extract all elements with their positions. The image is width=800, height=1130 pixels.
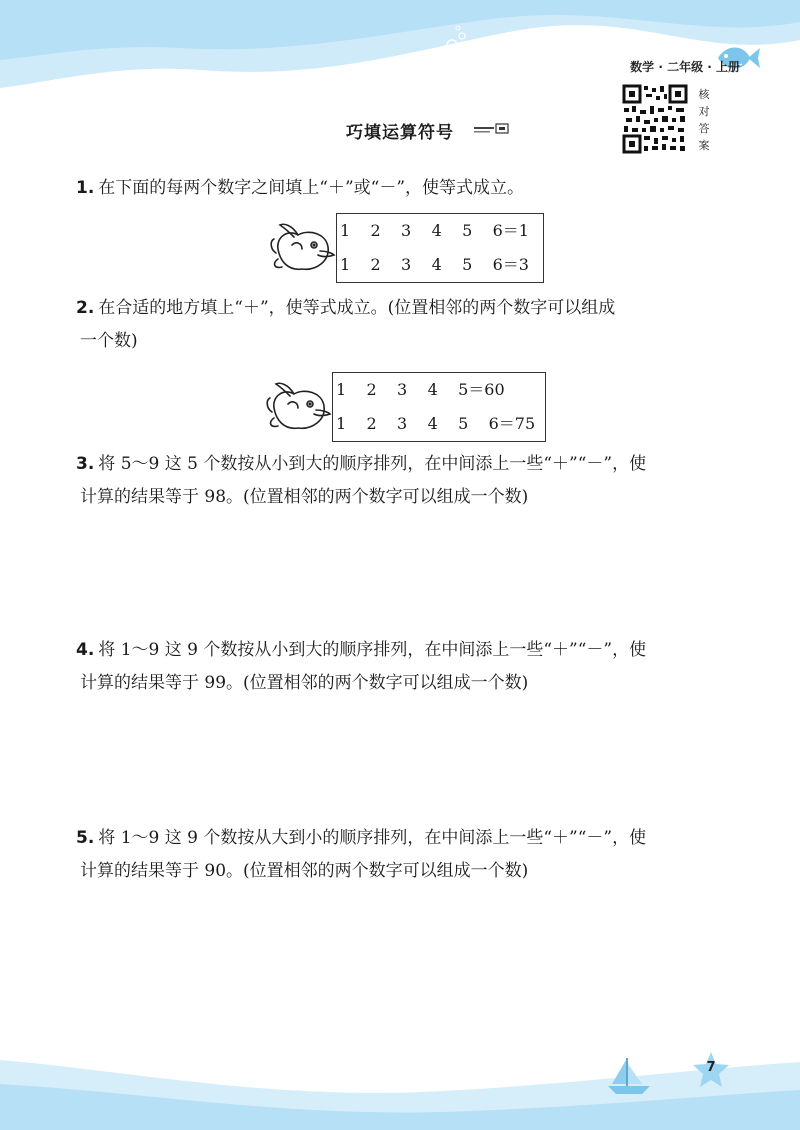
equation-row: 1 2 3 4 5 6＝75 [336, 414, 536, 433]
sailboat-icon [606, 1056, 652, 1096]
question-4 [76, 634, 736, 700]
equation-row: 1 2 3 4 5＝60 [336, 380, 505, 399]
question-number: 1. [76, 178, 95, 198]
question-text: 一个数) [80, 331, 138, 351]
question-text: 将 1～9 这 9 个数按从小到大的顺序排列，在中间添上一些“＋”“－”，使 [98, 640, 647, 660]
question-5 [76, 822, 736, 888]
question-number: 3. [76, 454, 95, 474]
question-text: 在下面的每两个数字之间填上“＋”或“－”，使等式成立。 [98, 178, 525, 198]
question-text: 计算的结果等于 98。(位置相邻的两个数字可以组成一个数) [80, 487, 529, 507]
equation-row: 1 2 3 4 5 6＝1 [340, 221, 529, 240]
qr-caption: 核 对 答 案 [698, 88, 710, 152]
question-1 [76, 172, 736, 205]
equation-row: 1 2 3 4 5 6＝3 [340, 255, 529, 274]
equation-box-2 [332, 372, 546, 442]
question-text: 计算的结果等于 99。(位置相邻的两个数字可以组成一个数) [80, 673, 529, 693]
equation-box-1 [336, 213, 544, 283]
cartoon-bird-icon [268, 219, 338, 277]
question-number: 4. [76, 640, 95, 660]
bottom-wave-decoration [0, 1040, 800, 1130]
subject-grade-label: 数学 · 二年级 · 上册 [630, 60, 740, 74]
publisher-logo-icon [474, 122, 510, 136]
question-text: 在合适的地方填上“＋”，使等式成立。(位置相邻的两个数字可以组成 [98, 298, 616, 318]
top-wave-decoration [0, 0, 800, 95]
cartoon-bird-icon [264, 378, 334, 436]
question-number: 5. [76, 828, 95, 848]
question-text: 将 5～9 这 5 个数按从小到大的顺序排列，在中间添上一些“＋”“－”，使 [98, 454, 647, 474]
question-2 [76, 292, 736, 358]
question-3 [76, 448, 736, 514]
question-text: 将 1～9 这 9 个数按从大到小的顺序排列，在中间添上一些“＋”“－”，使 [98, 828, 647, 848]
page-title: 巧填运算符号 [346, 123, 454, 143]
question-text: 计算的结果等于 90。(位置相邻的两个数字可以组成一个数) [80, 861, 529, 881]
question-number: 2. [76, 298, 95, 318]
page-number: 7 [706, 1060, 716, 1075]
